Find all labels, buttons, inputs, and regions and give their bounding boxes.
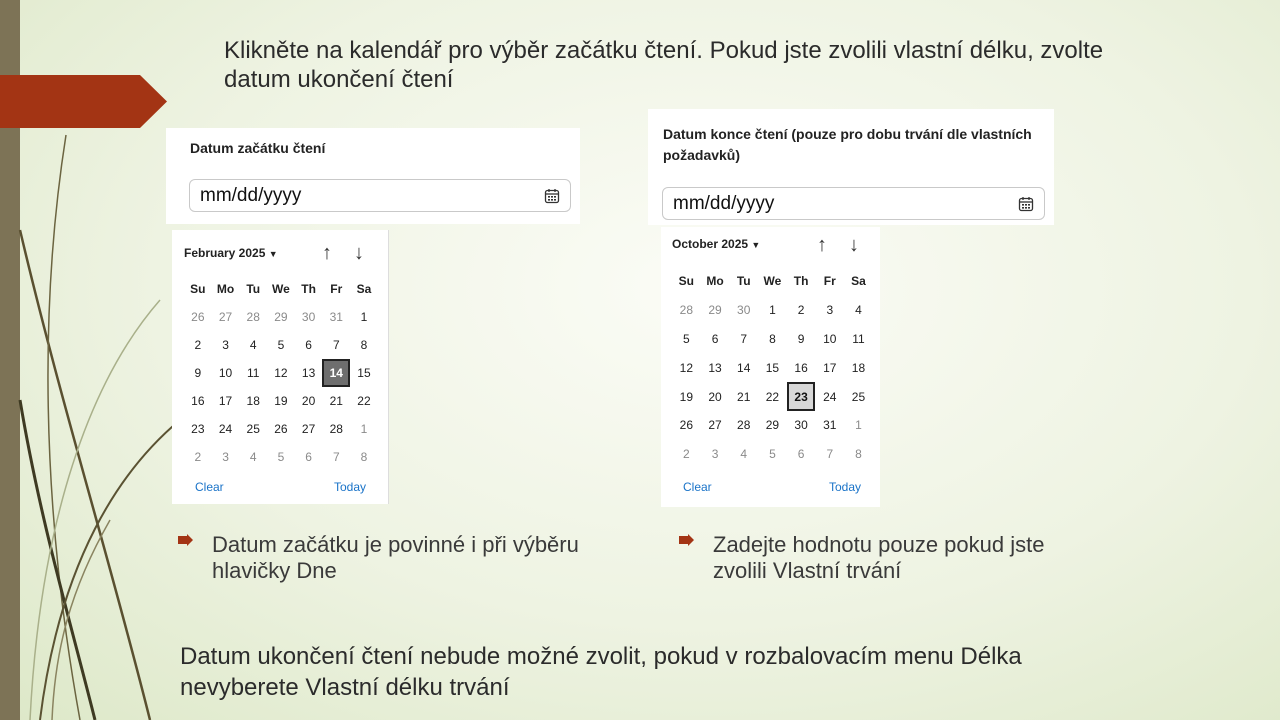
day-cell[interactable]: 5 — [769, 447, 776, 462]
end-calendar-popup — [661, 227, 880, 507]
day-cell[interactable]: 2 — [797, 303, 805, 318]
weekday-header: Th — [793, 274, 809, 289]
day-cell[interactable]: 29 — [274, 310, 288, 324]
title-arrow-decoration — [0, 75, 167, 128]
day-cell[interactable]: 23 — [191, 422, 205, 436]
day-cell[interactable]: 6 — [305, 450, 312, 464]
weekday-header: Su — [190, 282, 206, 296]
day-cell[interactable]: 1 — [360, 422, 368, 436]
day-cell[interactable]: 30 — [301, 310, 316, 324]
day-cell[interactable]: 28 — [679, 303, 694, 318]
day-cell[interactable]: 30 — [737, 303, 751, 318]
day-cell[interactable]: 12 — [679, 360, 694, 375]
month-label: February 2025 — [184, 246, 266, 260]
day-cell[interactable]: 17 — [218, 394, 233, 408]
bullet-text: Zadejte hodnotu pouze pokud jste zvolili Vlastní trvání — [713, 532, 1045, 583]
day-cell[interactable]: 13 — [708, 360, 722, 375]
day-cell[interactable]: 24 — [218, 422, 233, 436]
day-cell[interactable]: 31 — [823, 418, 837, 433]
end-date-panel — [648, 109, 1054, 225]
weekday-header: Tu — [736, 274, 751, 289]
day-cell[interactable]: 20 — [301, 394, 316, 408]
day-cell[interactable]: 28 — [737, 418, 751, 433]
day-cell[interactable]: 8 — [769, 331, 776, 346]
day-cell[interactable]: 29 — [765, 418, 780, 433]
day-cell[interactable]: 4 — [249, 338, 257, 352]
end-date-field — [662, 187, 1045, 220]
day-cell[interactable]: 27 — [218, 310, 233, 324]
day-cell[interactable]: 22 — [765, 389, 780, 404]
day-cell[interactable]: 25 — [246, 422, 260, 436]
day-cell[interactable]: 6 — [797, 447, 805, 462]
day-cell[interactable]: 16 — [191, 394, 205, 408]
day-cell[interactable]: 17 — [823, 360, 837, 375]
day-cell[interactable]: 19 — [274, 394, 288, 408]
day-cell[interactable]: 24 — [823, 389, 837, 404]
day-cell[interactable]: 2 — [683, 447, 690, 462]
start-date-field — [189, 179, 571, 212]
start-date-panel — [166, 128, 580, 224]
calendar-icon[interactable] — [1018, 196, 1034, 212]
day-cell[interactable]: 18 — [851, 360, 866, 375]
today-button[interactable]: Today — [334, 480, 367, 494]
day-cell[interactable]: 7 — [332, 338, 340, 352]
arrow-down-icon[interactable]: ↓ — [354, 242, 364, 264]
day-cell[interactable]: 14 — [737, 360, 751, 375]
day-cell[interactable]: 11 — [852, 331, 865, 346]
weekday-header: Mo — [706, 274, 724, 289]
day-cell[interactable]: 26 — [679, 418, 694, 433]
day-cell[interactable]: 20 — [708, 389, 722, 404]
month-dropdown[interactable] — [184, 246, 278, 260]
weekday-header: We — [272, 282, 290, 296]
clear-button[interactable]: Clear — [195, 480, 224, 494]
day-cell[interactable]: 4 — [855, 303, 862, 318]
start-date-input[interactable] — [200, 185, 450, 207]
day-cell[interactable]: 21 — [329, 394, 343, 408]
arrow-down-icon[interactable]: ↓ — [849, 234, 859, 256]
weekday-header: Fr — [330, 282, 343, 296]
day-cell[interactable]: 28 — [246, 310, 260, 324]
day-cell[interactable]: 10 — [218, 366, 233, 380]
end-date-input[interactable] — [673, 193, 923, 215]
day-cell[interactable]: 16 — [794, 360, 808, 375]
weekday-header: We — [763, 274, 782, 289]
month-label: October 2025 — [672, 237, 749, 251]
day-cell[interactable]: 5 — [683, 331, 690, 346]
day-cell[interactable]: 8 — [360, 450, 368, 464]
day-cell[interactable]: 4 — [740, 447, 748, 462]
day-cell[interactable]: 10 — [823, 331, 837, 346]
day-cell[interactable]: 7 — [826, 447, 834, 462]
weekday-header: Su — [678, 274, 695, 289]
weekday-header: Tu — [246, 282, 261, 296]
day-cell[interactable]: 2 — [194, 338, 202, 352]
day-cell[interactable]: 27 — [301, 422, 316, 436]
caret-down-icon: ▼ — [751, 240, 761, 250]
day-cell[interactable]: 5 — [277, 450, 285, 464]
slide-title: Klikněte na kalendář pro výběr začátku čtení. Pokud jste zvolili vlastní délku, zvolte datum ukončení čtení — [224, 37, 1104, 93]
calendar-icon[interactable] — [544, 188, 560, 204]
day-cell[interactable]: 12 — [274, 366, 288, 380]
day-cell[interactable]: 15 — [357, 366, 371, 380]
weekday-header: Sa — [851, 274, 866, 289]
weekday-header: Fr — [823, 274, 836, 289]
day-cell[interactable]: 2 — [194, 450, 202, 464]
weekday-header: Mo — [216, 282, 235, 296]
caret-down-icon: ▼ — [268, 249, 278, 259]
selected-day-cell[interactable]: 23 — [787, 382, 816, 411]
day-cell[interactable]: 18 — [246, 394, 260, 408]
day-cell[interactable]: 15 — [765, 360, 780, 375]
day-grid — [184, 275, 378, 471]
arrow-up-icon[interactable]: ↑ — [322, 242, 332, 264]
arrow-bullet-icon — [679, 534, 694, 546]
day-cell[interactable]: 6 — [711, 331, 719, 346]
weekday-header: Sa — [356, 282, 372, 296]
bullet-custom-duration — [713, 532, 1093, 584]
selected-day-cell[interactable]: 14 — [322, 359, 350, 387]
day-cell[interactable]: 1 — [855, 418, 862, 433]
footer-note: Datum ukončení čtení nebude možné zvolit, pokud v rozbalovacím menu Délka nevyberete Vlastní délku trvání — [180, 643, 1022, 701]
day-cell[interactable]: 28 — [329, 422, 343, 436]
start-calendar-popup — [172, 230, 389, 504]
day-cell[interactable]: 8 — [855, 447, 862, 462]
day-cell[interactable]: 30 — [794, 418, 808, 433]
day-cell[interactable]: 8 — [360, 338, 368, 352]
today-button[interactable]: Today — [829, 480, 862, 494]
day-cell[interactable]: 1 — [360, 310, 368, 324]
start-date-label: Datum začátku čtení — [190, 140, 326, 156]
day-cell[interactable]: 9 — [797, 331, 805, 346]
day-cell[interactable]: 3 — [826, 303, 834, 318]
day-cell[interactable]: 6 — [305, 338, 312, 352]
day-cell[interactable]: 1 — [769, 303, 776, 318]
bullet-start-required — [212, 532, 612, 584]
day-cell[interactable]: 21 — [737, 389, 751, 404]
day-cell[interactable]: 3 — [222, 338, 229, 352]
day-cell[interactable]: 31 — [329, 310, 343, 324]
day-cell[interactable]: 13 — [301, 366, 316, 380]
day-cell[interactable]: 3 — [222, 450, 229, 464]
day-grid — [672, 267, 873, 469]
day-cell[interactable]: 19 — [679, 389, 694, 404]
day-cell[interactable]: 4 — [249, 450, 257, 464]
day-cell[interactable]: 27 — [708, 418, 722, 433]
day-cell[interactable]: 26 — [191, 310, 205, 324]
day-cell[interactable]: 29 — [708, 303, 722, 318]
day-cell[interactable]: 7 — [332, 450, 340, 464]
day-cell[interactable]: 7 — [740, 331, 748, 346]
day-cell[interactable]: 11 — [246, 366, 260, 380]
arrow-bullet-icon — [178, 534, 193, 546]
end-date-label: Datum konce čtení (pouze pro dobu trvání dle vlastních požadavků) — [663, 126, 1032, 163]
clear-button[interactable]: Clear — [683, 480, 712, 494]
day-cell[interactable]: 26 — [274, 422, 288, 436]
month-dropdown[interactable] — [672, 237, 760, 251]
day-cell[interactable]: 5 — [277, 338, 285, 352]
day-cell[interactable]: 3 — [711, 447, 719, 462]
day-cell[interactable]: 22 — [357, 394, 371, 408]
bullet-text: Datum začátku je povinné i při výběru hlavičky Dne — [212, 532, 579, 583]
day-cell[interactable]: 25 — [851, 389, 866, 404]
arrow-up-icon[interactable]: ↑ — [817, 234, 827, 256]
day-cell[interactable]: 9 — [194, 366, 202, 380]
weekday-header: Th — [301, 282, 316, 296]
